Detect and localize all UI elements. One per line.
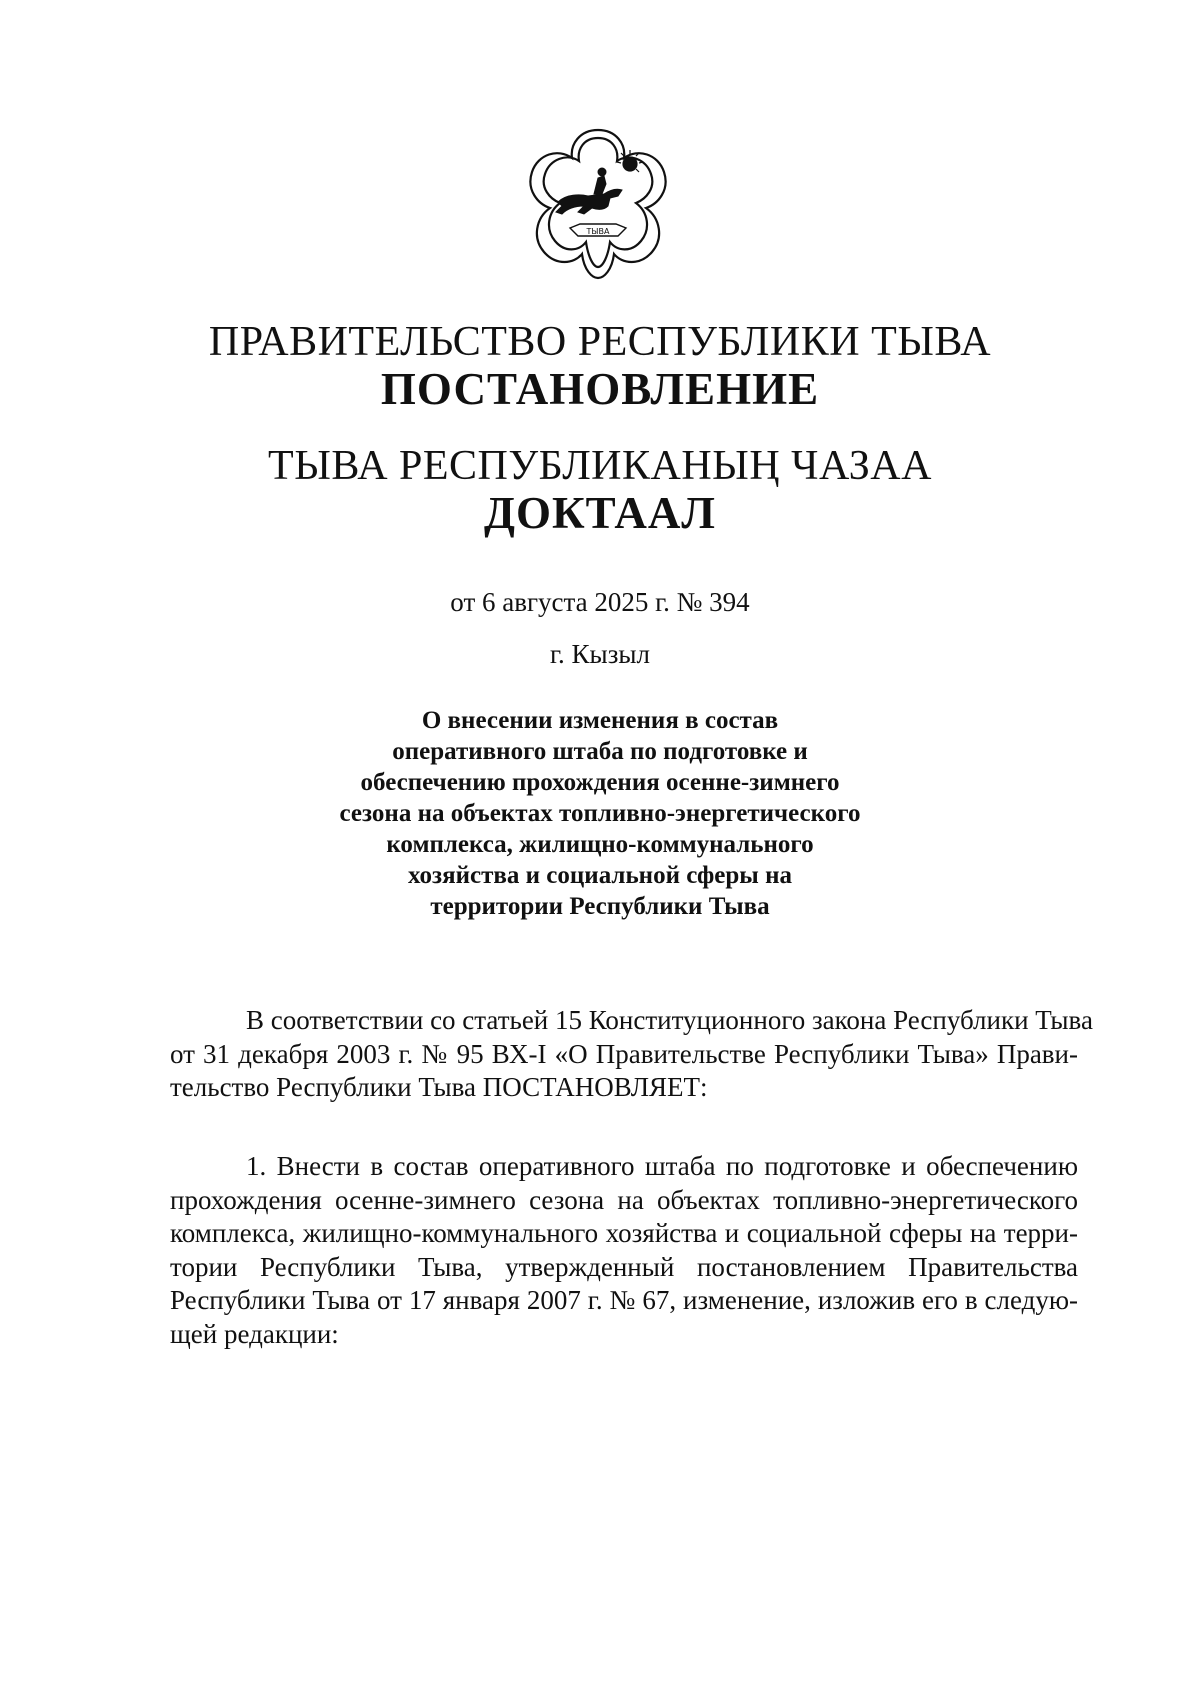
paragraph-line: тории Республики Тыва, утвержденный постановлением Правительства [170,1251,1078,1282]
subject-line: обеспечению прохождения осенне-зимнего [360,769,840,796]
paragraph-line: прохождения осенне-зимнего сезона на объектах топливно-энергетического [170,1184,1078,1215]
item-1-paragraph [170,1150,1078,1351]
paragraph-line: щей редакции: [170,1318,339,1349]
document-type-ru: ПОСТАНОВЛЕНИЕ [380,364,820,414]
subject-line: территории Республики Тыва [430,893,770,920]
subject-line: хозяйства и социальной сферы на [408,862,792,889]
subject-line: комплекса, жилищно-коммунального [386,831,814,858]
preamble-paragraph [170,1004,1093,1105]
document-date-number: от 6 августа 2025 г. № 394 [450,587,750,617]
paragraph-line: Республики Тыва от 17 января 2007 г. № 67, изменение, изложив его в следую- [170,1285,1078,1315]
document-type-tyv: ДОКТААЛ [484,488,716,538]
document-city: г. Кызыл [550,639,650,669]
paragraph-line: комплекса, жилищно-коммунального хозяйства и социальной сферы на терри- [170,1218,1078,1248]
subject-line: сезона на объектах топливно-энергетического [339,800,861,827]
emblem-ribbon-lettering: ТЫВА [586,227,610,236]
paragraph-line: 1. Внести в состав оперативного штаба по подготовке и обеспечению [246,1151,1078,1181]
document-subject [320,705,880,922]
subject-line: О внесении изменения в состав [421,707,779,734]
paragraph-line: В соответствии со статьей 15 Конституционного закона Республики Тыва [246,1005,1093,1035]
government-title-ru: ПРАВИТЕЛЬСТВО РЕСПУБЛИКИ ТЫВА [208,319,992,365]
tuva-coat-of-arms-icon [518,124,678,284]
government-title-tyv: ТЫВА РЕСПУБЛИКАНЫҢ ЧАЗАА [268,443,932,489]
subject-line: оперативного штаба по подготовке и [392,738,808,765]
paragraph-line: тельство Республики Тыва ПОСТАНОВЛЯЕТ: [170,1072,708,1102]
paragraph-line: от 31 декабря 2003 г. № 95 ВХ-I «О Правительстве Республики Тыва» Прави- [170,1038,1078,1069]
